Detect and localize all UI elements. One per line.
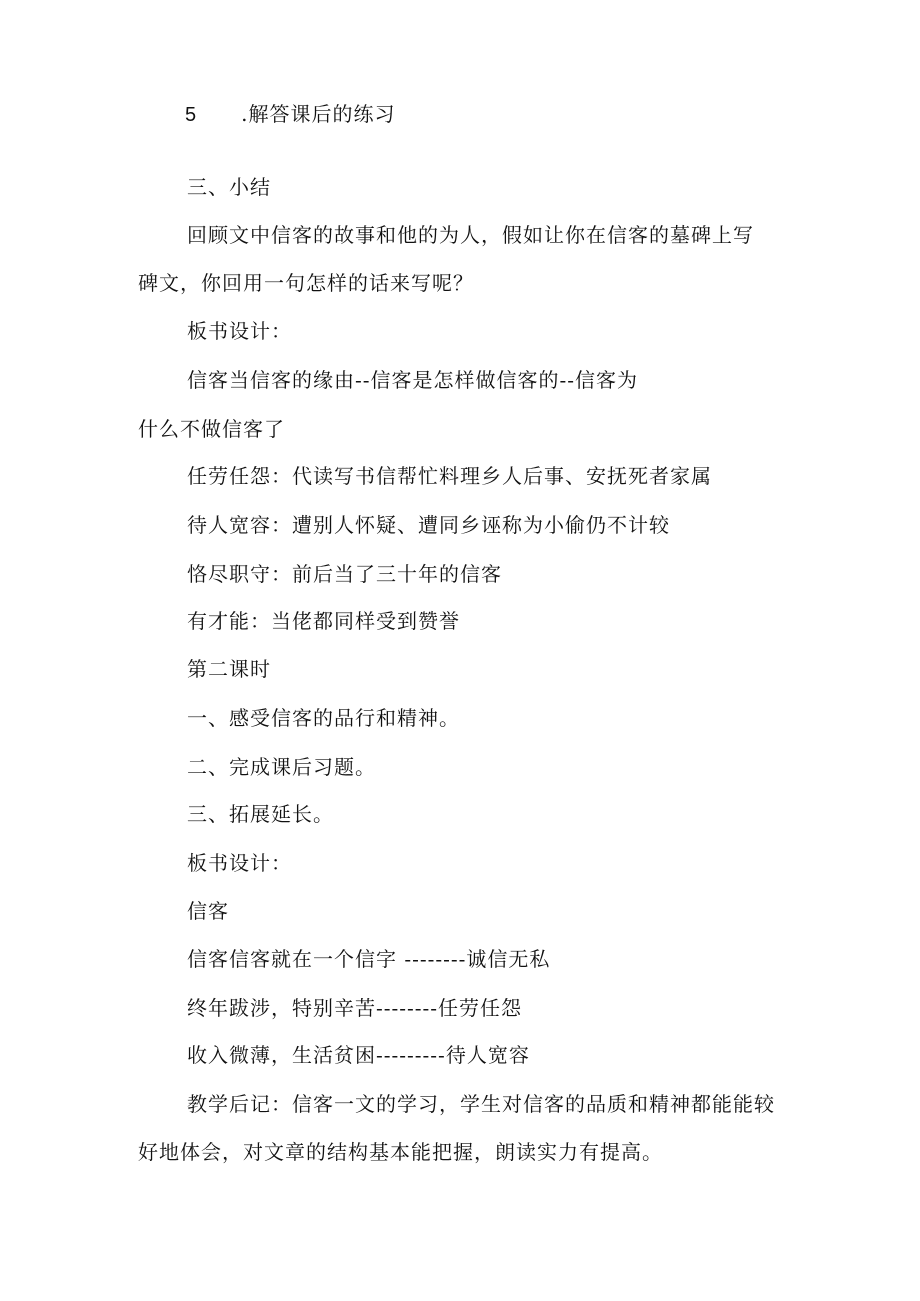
summary-line-1: 回顾文中信客的故事和他的为人，假如让你在信客的墓碑上写	[187, 223, 754, 247]
trait-line: 恪尽职守：前后当了三十年的信客	[187, 562, 502, 586]
board-1-line-2: 什么不做信客了	[138, 417, 285, 441]
trait-line: 任劳任怨：代读写书信帮忙料理乡人后事、安抚死者家属	[187, 464, 712, 488]
section-3-title: 三、小结	[187, 175, 271, 199]
board-design-title-2: 板书设计：	[187, 851, 292, 875]
board-2-line: 收入微薄，生活贫困---------待人宽容	[187, 1043, 530, 1067]
board-design-title-1: 板书设计：	[187, 319, 292, 343]
lesson-2-item: 一、感受信客的品行和精神。	[187, 706, 460, 730]
summary-line-2: 碑文，你回用一句怎样的话来写呢？	[138, 271, 474, 295]
board-2-heading: 信客	[187, 899, 229, 923]
lesson-2-title: 第二课时	[187, 657, 271, 681]
lesson-2-item: 三、拓展延长。	[187, 802, 334, 826]
item-5-text: .解答课后的练习	[241, 102, 396, 126]
board-2-line: 信客信客就在一个信字 --------诚信无私	[187, 947, 551, 971]
trait-line: 有才能：当佬都同样受到赞誉	[187, 609, 460, 633]
postscript-line-2: 好地体会，对文章的结构基本能把握，朗读实力有提高。	[138, 1140, 663, 1164]
board-1-line-1: 信客当信客的缘由--信客是怎样做信客的--信客为	[187, 368, 639, 392]
lesson-2-item: 二、完成课后习题。	[187, 755, 376, 779]
item-5-number: 5	[185, 104, 198, 126]
postscript-line-1: 教学后记：信客一文的学习，学生对信客的品质和精神都能能较	[187, 1092, 775, 1116]
item-5	[185, 101, 395, 128]
trait-line: 待人宽容：遭别人怀疑、遭同乡诬称为小偷仍不计较	[187, 513, 670, 537]
board-2-line: 终年跋涉，特别辛苦--------任劳任怨	[187, 996, 523, 1020]
